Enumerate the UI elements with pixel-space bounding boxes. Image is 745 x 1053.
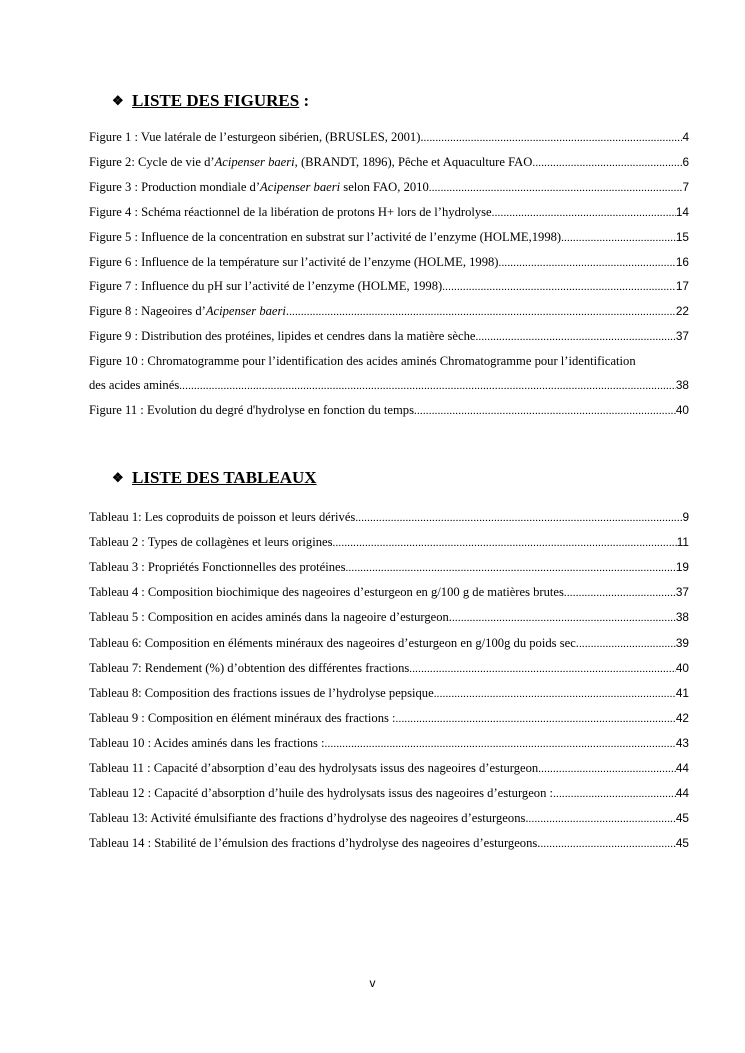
dot-leader: [561, 231, 676, 246]
table-entry: [89, 836, 689, 852]
entry-text: Tableau 2 : Types de collagènes et leurs origines: [89, 535, 333, 550]
page-ref: 41: [675, 685, 689, 700]
entry-text: Figure 9 : Distribution des protéines, lipides et cendres dans la matière sèche: [89, 329, 476, 344]
entry-text: Figure 5 : Influence de la concentration en substrat sur l’activité de l’enzyme (HOLME,1998): [89, 229, 562, 244]
page-ref: 40: [675, 660, 689, 675]
entry-label: [89, 130, 424, 145]
dot-leader: [442, 280, 676, 295]
species-name: Acipenser baeri: [260, 179, 341, 194]
table-entry: [89, 535, 689, 551]
page-ref: 44: [675, 786, 689, 801]
figure-entry: [89, 329, 689, 345]
species-name: Acipenser baeri: [205, 304, 286, 319]
figure-entry: [89, 403, 689, 419]
entry-label: [89, 736, 325, 751]
page-ref: 16: [675, 254, 689, 269]
entry-row: [89, 811, 689, 827]
entry-label: [89, 811, 529, 826]
entry-label: [89, 403, 414, 418]
species-name: Acipenser baeri: [214, 154, 295, 169]
dot-leader: [424, 131, 683, 146]
page-ref: 39: [675, 635, 689, 650]
page-ref: 17: [675, 279, 689, 294]
entry-row: [89, 585, 689, 601]
entry-row: [89, 205, 689, 221]
entry-row: [89, 711, 689, 727]
diamond-bullet-icon: ❖: [112, 470, 124, 485]
figure-entry: [89, 279, 689, 295]
entry-row: [89, 636, 689, 652]
entry-row: [89, 155, 689, 171]
dot-leader: [553, 787, 676, 802]
page-ref: 9: [682, 510, 689, 524]
entry-label: [89, 205, 492, 220]
figure-entry: [89, 180, 689, 196]
figures-heading-suffix: :: [299, 91, 310, 110]
entry-label: [89, 180, 429, 195]
entry-text: Figure 6 : Influence de la température sur l’activité de l’enzyme (HOLME, 1998): [89, 254, 499, 269]
table-entry: [89, 811, 689, 827]
entry-label: [89, 155, 532, 170]
entry-label: [89, 761, 538, 776]
entry-text: Tableau 11 : Capacité d’absorption d’eau des hydrolysats issus des nageoires d’esturgeon: [89, 761, 539, 775]
entry-row: [89, 255, 689, 271]
page-ref: 43: [675, 735, 689, 750]
entry-label: [89, 510, 355, 525]
table-entry: [89, 661, 689, 677]
table-entry: [89, 585, 689, 601]
dot-leader: [540, 837, 675, 852]
entry-row: [89, 130, 689, 146]
page-ref: 15: [675, 229, 689, 244]
table-entry: [89, 686, 689, 702]
entry-text: Tableau 1: Les coproduits de poisson et leurs dérivés: [89, 510, 356, 524]
entry-label: [89, 279, 442, 294]
dot-leader: [325, 737, 676, 752]
dot-leader: [179, 379, 676, 394]
dot-leader: [346, 561, 676, 576]
tables-heading-title: LISTE DES TABLEAUX: [132, 468, 317, 487]
entry-row: [89, 560, 689, 576]
entry-text: Figure 1 : Vue latérale de l’esturgeon sibérien, (BRUSLES, 2001).: [89, 130, 424, 144]
entry-text: Tableau 10 : Acides aminés dans les fractions :: [89, 735, 325, 750]
entry-label: [89, 535, 333, 550]
dot-leader: [289, 305, 676, 320]
entry-label: [89, 711, 396, 726]
page-ref: 38: [675, 610, 689, 625]
page-ref: 37: [675, 585, 689, 600]
page-ref: 14: [675, 204, 689, 219]
tables-heading: [112, 468, 317, 488]
entry-text: Tableau 14 : Stabilité de l’émulsion des fractions d’hydrolyse des nageoires d’esturgeons.: [89, 836, 541, 851]
entry-text: Figure 11 : Evolution du degré d'hydrolyse en fonction du temps: [89, 403, 414, 417]
entry-text: Tableau 6: Composition en éléments minéraux des nageoires d’esturgeon en g/100g du poids sec.: [89, 635, 579, 650]
entry-label: [89, 786, 553, 801]
entry-label: [89, 610, 452, 625]
figure-entry: [89, 255, 689, 271]
entry-text: Tableau 7: Rendement (%) d’obtention des différentes fractions: [89, 660, 410, 675]
page-ref: 6: [682, 154, 689, 169]
entry-label: [89, 686, 434, 701]
table-entry: [89, 786, 689, 802]
dot-leader: [579, 637, 676, 652]
dot-leader: [452, 611, 676, 626]
table-entry: [89, 761, 689, 777]
entry-row: [89, 304, 689, 320]
entry-row: [89, 329, 689, 345]
figure-entry: [89, 304, 689, 320]
dot-leader: [492, 206, 676, 221]
page-ref: 22: [675, 304, 689, 319]
entry-text: Figure 4 : Schéma réactionnel de la libération de protons H+ lors de l’hydrolyse: [89, 204, 492, 219]
table-entry: [89, 560, 689, 576]
entry-label: [89, 304, 289, 319]
entry-text: Figure 2: Cycle de vie d’: [89, 154, 215, 169]
entry-label: [89, 661, 409, 676]
figure-entry: [89, 230, 689, 246]
entry-text: Tableau 12 : Capacité d’absorption d’huile des hydrolysats issus des nageoires d’esturgeon :: [89, 786, 554, 801]
dot-leader: [434, 687, 676, 702]
table-entry: [89, 636, 689, 652]
page-ref: 45: [675, 836, 689, 851]
page-ref: 40: [675, 403, 689, 417]
figures-heading-title: LISTE DES FIGURES: [132, 91, 300, 110]
table-entry: [89, 711, 689, 727]
entry-label: [89, 329, 475, 344]
entry-label: [89, 836, 540, 851]
entry-row: [89, 836, 689, 852]
page-ref: 19: [675, 560, 689, 575]
table-entry: [89, 736, 689, 752]
entry-row: [89, 378, 689, 394]
entry-text: Tableau 9 : Composition en élément minéraux des fractions :: [89, 710, 396, 725]
figure-entry: [89, 205, 689, 221]
figure-entry: [89, 354, 689, 394]
entry-label: [89, 230, 561, 245]
entry-label: [89, 636, 579, 651]
dot-leader: [538, 762, 676, 777]
entry-text-rest: , (BRANDT, 1896), Pêche et Aquaculture FAO: [294, 154, 533, 169]
page-number: v: [369, 976, 376, 990]
dot-leader: [355, 511, 682, 526]
page-ref: 44: [675, 761, 689, 775]
dot-leader: [529, 812, 676, 827]
entry-row: [89, 230, 689, 246]
entry-label: [89, 255, 499, 270]
page-ref: 38: [675, 378, 689, 393]
dot-leader: [429, 181, 683, 196]
dot-leader: [396, 712, 676, 727]
entry-row: [89, 180, 689, 196]
dot-leader: [409, 662, 676, 677]
dot-leader: [475, 330, 675, 345]
entry-text: Tableau 5 : Composition en acides aminés dans la nageoire d’esturgeon.: [89, 610, 452, 625]
figure-entry: [89, 130, 689, 146]
dot-leader: [333, 536, 677, 551]
page-ref: 7: [682, 179, 689, 194]
entry-text: Figure 7 : Influence du pH sur l’activité de l’enzyme (HOLME, 1998): [89, 279, 443, 294]
entry-row: [89, 761, 689, 777]
entry-label: [89, 585, 564, 600]
entry-text: des acides aminés: [89, 378, 180, 393]
diamond-bullet-icon: ❖: [112, 93, 124, 108]
table-entry: [89, 510, 689, 526]
entry-row: [89, 736, 689, 752]
entry-row: [89, 610, 689, 626]
dot-leader: [414, 404, 676, 419]
entry-label: [89, 560, 346, 575]
figures-heading: [112, 91, 309, 111]
entry-row: [89, 279, 689, 295]
entry-text-line: Figure 10 : Chromatogramme pour l’identification des acides aminés Chromatogramme pour l’identification: [89, 354, 636, 369]
entry-text: Figure 3 : Production mondiale d’: [89, 179, 261, 194]
entry-label: [89, 378, 179, 393]
entry-text: Tableau 3 : Propriétés Fonctionnelles des protéines: [89, 560, 346, 575]
dot-leader: [499, 256, 676, 271]
entry-row: [89, 686, 689, 702]
entry-text-rest: .: [285, 304, 290, 319]
page-ref: 45: [675, 811, 689, 826]
figure-entry: [89, 155, 689, 171]
dot-leader: [532, 156, 682, 171]
entry-row: [89, 403, 689, 419]
entry-text-rest: selon FAO, 2010: [340, 179, 429, 194]
dot-leader: [564, 586, 676, 601]
entry-row: [89, 661, 689, 677]
page-ref: 11: [676, 535, 689, 550]
page-ref: 4: [682, 130, 689, 144]
entry-text: Tableau 4 : Composition biochimique des nageoires d’esturgeon en g/100 g de matières brutes: [89, 585, 564, 600]
entry-row: [89, 510, 689, 526]
table-entry: [89, 610, 689, 626]
entry-row: [89, 786, 689, 802]
page-ref: 42: [675, 710, 689, 725]
entry-text: Tableau 8: Composition des fractions issues de l’hydrolyse pepsique: [89, 685, 434, 700]
entry-row: [89, 535, 689, 551]
entry-text: Figure 8 : Nageoires d’: [89, 304, 206, 319]
entry-text: Tableau 13: Activité émulsifiante des fractions d’hydrolyse des nageoires d’esturgeons.: [89, 811, 529, 826]
page-ref: 37: [675, 329, 689, 344]
